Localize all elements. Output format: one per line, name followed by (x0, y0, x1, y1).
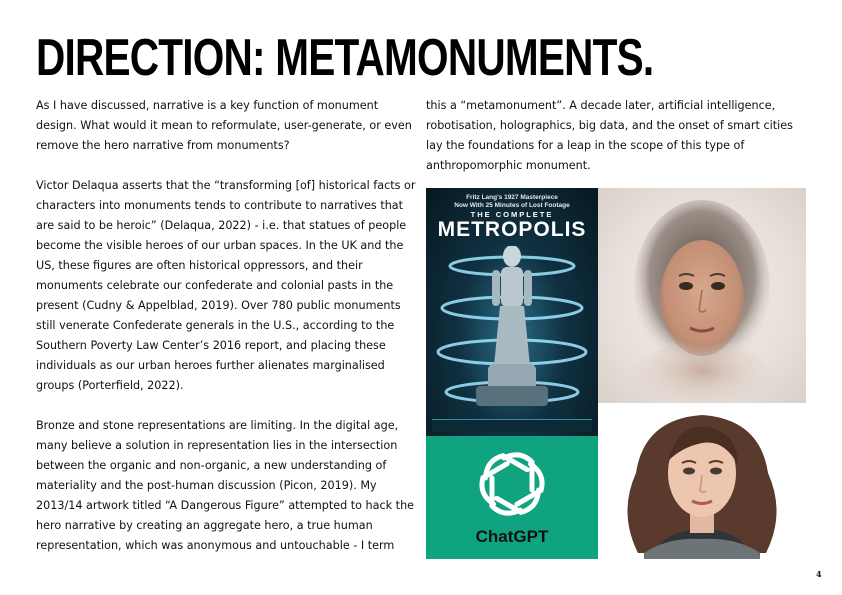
poster-credits-bar (432, 419, 592, 432)
openai-knot-icon (426, 436, 598, 526)
page-title: DIRECTION: METAMONUMENTS. (36, 29, 654, 87)
page-number: 4 (816, 569, 822, 579)
poster-title: METROPOLIS (437, 218, 587, 241)
poster-tagline-line1: Fritz Lang's 1927 Masterpiece (466, 194, 558, 201)
poster-tagline (426, 194, 598, 210)
paragraph-metamonument: this a “metamonument”. A decade later, artificial intelligence, robotisation, holographics, big data, and the onset of smart cities lay the foundations for a leap in the scope of this type of anthropomorphic monument. (426, 99, 793, 172)
humanoid-robot-image (598, 403, 806, 559)
metropolis-poster-image (426, 188, 598, 436)
face-illustration (598, 188, 806, 403)
chatgpt-label: ChatGPT (475, 527, 549, 546)
aggregate-face-image (598, 188, 806, 403)
paragraph-delaqua: Victor Delaqua asserts that the “transforming [of] historical facts or characters into monuments tends to contribute to narratives that are said to be heroic” (Delaqua, 2022) - i.e. that statues of people become the visible heroes of our urban spaces. In the UK and the US, these figures are often historical oppressors, and their monuments celebrate our confederate and colonial pasts in the present (Cudny & Appelblad, 2019). Over 780 public monuments still venerate Confederate generals in the U.S., according to the Southern Poverty Law Center’s 2016 report, and placing these individuals as our urban heroes further alienates marginalised groups (Porterfield, 2022). (36, 179, 416, 392)
chatgpt-logo-image (426, 436, 598, 559)
paragraph-intro: As I have discussed, narrative is a key function of monument design. What would it mean to reformulate, user-generate, or even remove the hero narrative from monuments? (36, 99, 412, 152)
robot-woman-illustration (598, 403, 806, 559)
left-text-column (36, 96, 421, 576)
robot-figure-illustration (426, 246, 598, 421)
poster-subtitle: THE COMPLETE (470, 210, 554, 219)
poster-tagline-line2: Now With 25 Minutes of Lost Footage (454, 202, 570, 209)
paragraph-bronze-stone: Bronze and stone representations are limiting. In the digital age, many believe a solution in representation lies in the intersection between the organic and non-organic, a new understanding of materiality and the post-human discussion (Picon, 2019). My 2013/14 artwork titled “A Dangerous Figure” attempted to hack the hero narrative by creating an aggregate hero, a true human representation, which was anonymous and untouchable - I term (36, 419, 415, 552)
right-text-column (426, 96, 808, 196)
